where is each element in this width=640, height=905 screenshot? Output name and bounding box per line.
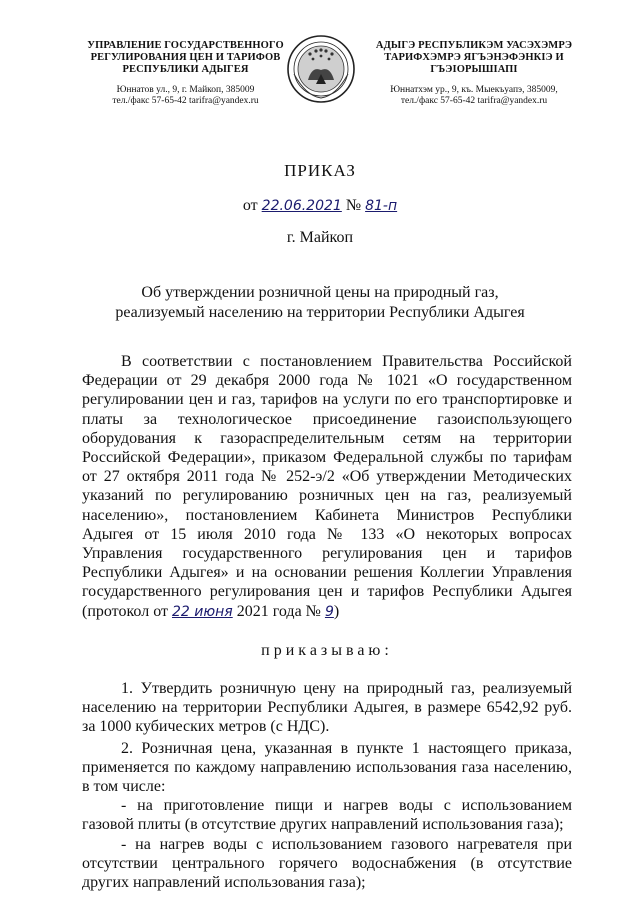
left-contacts: тел./факс 57-65-42 tarifra@yandex.ru xyxy=(112,96,259,106)
document-title: ПРИКАЗ xyxy=(284,161,356,180)
right-contacts: тел./факс 57-65-42 tarifra@yandex.ru xyxy=(400,96,548,106)
city: г. Майкоп xyxy=(286,229,354,246)
coat-of-arms-icon xyxy=(286,34,356,104)
bullet-2: - на нагрев воды с использованием газового нагревателя при отсутствии центрального горячего водоснабжения (в отсутствие других направлений использования газа); xyxy=(82,835,572,892)
right-org-name: АДЫГЭ РЕСПУБЛИКЭМ УАСЭХЭМРЭ ТАРИФХЭМРЭ ЯГЪЭНЭФЭНКІЭ И ГЪЭІОРЫШІАПІ xyxy=(375,40,573,75)
left-org-name: УПРАВЛЕНИЕ ГОСУДАРСТВЕННОГО РЕГУЛИРОВАНИЯ ЦЕН И ТАРИФОВ РЕСПУБЛИКИ АДЫГЕЯ xyxy=(87,40,284,75)
right-address: Юннатхэм ур., 9, къ. Мыекъуапэ, 385009, xyxy=(390,85,558,95)
preamble-paragraph: В соответствии с постановлением Правительства Российской Федерации от 29 декабря 2000 года № 1021 «О государственном регулировании цен и газ, тарифов на услуги по его транспортировке и платы за технологическое присоединение газоиспользующего оборудования к газораспределительным сетям на территории Российской Федерации», приказом Федеральной службы по тарифам от 27 октября 2011 года № 252-э/2 «Об утверждении Методических указаний по регулированию розничных цен на газ, реализуемый населению», постановлением Кабинета Министров Республики Адыгея от 15 июля 2010 года № 133 «О некоторых вопросах Управления государственного регулирования цен и тарифов Республики Адыгея» и на основании решения Коллегии Управления государственного регулирования цен и тарифов Республики Адыгея (протокол от 22 июня 2021 года № 9) xyxy=(82,353,572,620)
order-number: 81-п xyxy=(365,198,398,214)
prikazyvayu: приказываю: xyxy=(261,641,393,659)
subject-line-1: Об утверждении розничной цены на природный газ, xyxy=(141,284,499,301)
subject-line-2: реализуемый населению на территории Республики Адыгея xyxy=(115,304,525,321)
document-body xyxy=(82,352,572,892)
protocol-number: 9 xyxy=(324,603,334,620)
bullet-1: - на приготовление пищи и нагрев воды с использованием газовой плиты (в отсутствие других направлений использования газа); xyxy=(82,797,572,834)
left-address: Юннатов ул., 9, г. Майкоп, 385009 xyxy=(116,85,255,95)
order-date: 22.06.2021 xyxy=(261,198,342,214)
document-subject xyxy=(100,283,540,323)
date-prefix: от xyxy=(242,197,258,214)
header-left-block xyxy=(78,40,293,107)
protocol-date: 22 июня xyxy=(171,603,233,620)
item-2: 2. Розничная цена, указанная в пункте 1 настоящего приказа, применяется по каждому направлению использования газа населению, в том числе: xyxy=(82,739,572,796)
protocol-year: 2021 года № xyxy=(236,602,321,620)
order-date-number xyxy=(0,197,640,215)
preamble-text: В соответствии с постановлением Правительства Российской Федерации от 29 декабря 2000 года № 1021 «О государственном регулировании цен и газ, тарифов на услуги по его транспортировке и платы за технологическое присоединение газоиспользующего оборудования к газораспределительным сетям на территории Российской Федерации», приказом Федеральной службы по тарифам от 27 октября 2011 года № 252-э/2 «Об утверждении Методических указаний по регулированию розничных цен на газ, реализуемый населению», постановлением Кабинета Министров Республики Адыгея от 15 июля 2010 года № 133 «О некоторых вопросах Управления государственного регулирования цен и тарифов Республики Адыгея» и на основании решения Коллегии Управления государственного регулирования цен и тарифов Республики Адыгея (протокол от xyxy=(82,353,572,620)
header-right-block xyxy=(363,40,585,107)
item-1: 1. Утвердить розничную цену на природный газ, реализуемый населению на территории Республики Адыгея, в размере 6542,92 руб. за 1000 кубических метров (с НДС). xyxy=(82,680,572,736)
number-prefix: № xyxy=(345,197,362,214)
